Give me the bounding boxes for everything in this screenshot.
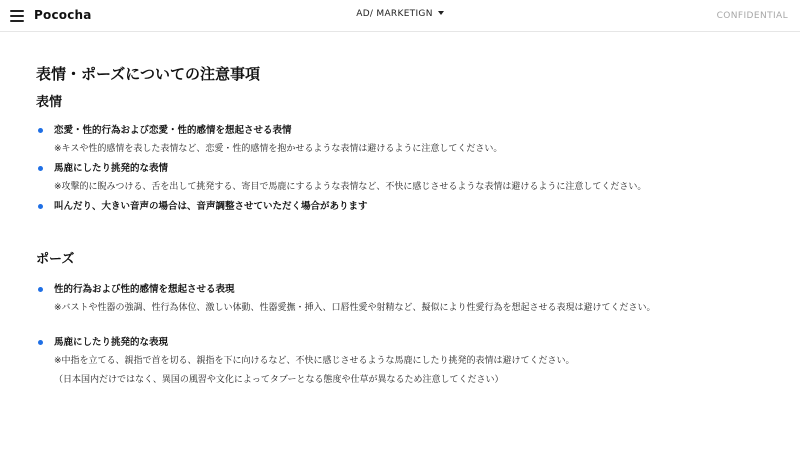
hamburger-menu-icon[interactable] [10,10,24,22]
hamburger-line [10,15,24,17]
caret-down-icon [438,11,444,15]
section-dropdown-wrapper [0,9,800,19]
bullet-dot [38,340,43,345]
item-title: 馬鹿にしたり挑発的な表情 [54,163,169,174]
item-title: 恋愛・性的行為および恋愛・性的感情を想起させる表情 [54,125,292,136]
list-item [36,283,776,315]
item-note-secondary: （日本国内だけではなく、異国の風習や文化によってタブーとなる態度や仕草が異なるため注意してください） [54,375,504,385]
section-title-expressions: 表情 [36,95,63,110]
list-item [36,124,776,156]
item-note: ※攻撃的に睨みつける、舌を出して挑発する、寄目で馬鹿にするような表情など、不快に感じさせるような表情は避けるように注意してください。 [54,182,647,192]
list-item [36,336,776,387]
hamburger-line [10,10,24,12]
main-content [36,64,776,387]
hamburger-line [10,20,24,22]
item-title: 馬鹿にしたり挑発的な表現 [54,337,169,348]
confidential-label: CONFIDENTIAL [716,11,788,21]
bullet-dot [38,128,43,133]
item-note: ※バストや性器の強調、性行為体位、激しい体動、性器愛撫・挿入、口唇性愛や射精など、擬似により性愛行為を想起させる表現は避けてください。 [54,303,656,313]
list-item [36,162,776,194]
section-dropdown[interactable] [356,9,444,19]
item-title: 性的行為および性的感情を想起させる表現 [54,284,235,295]
list-item [36,200,776,213]
brand-logo[interactable]: Pococha [34,8,92,22]
top-bar [0,0,800,32]
page-title: 表情・ポーズについての注意事項 [36,65,260,83]
section-dropdown-label: AD/ MARKETIGN [356,9,433,19]
section-title-poses: ポーズ [36,252,75,267]
bullet-dot [38,287,43,292]
item-title: 叫んだり、大きい音声の場合は、音声調整させていただく場合があります [54,201,368,212]
expressions-list [36,124,776,213]
item-note: ※中指を立てる、親指で首を切る、親指を下に向けるなど、不快に感じさせるような馬鹿にしたり挑発的表情は避けてください。 [54,356,575,366]
item-note: ※キスや性的感情を表した表情など、恋愛・性的感情を抱かせるような表情は避けるように注意してください。 [54,144,503,154]
bullet-dot [38,166,43,171]
bullet-dot [38,204,43,209]
poses-list [36,283,776,387]
